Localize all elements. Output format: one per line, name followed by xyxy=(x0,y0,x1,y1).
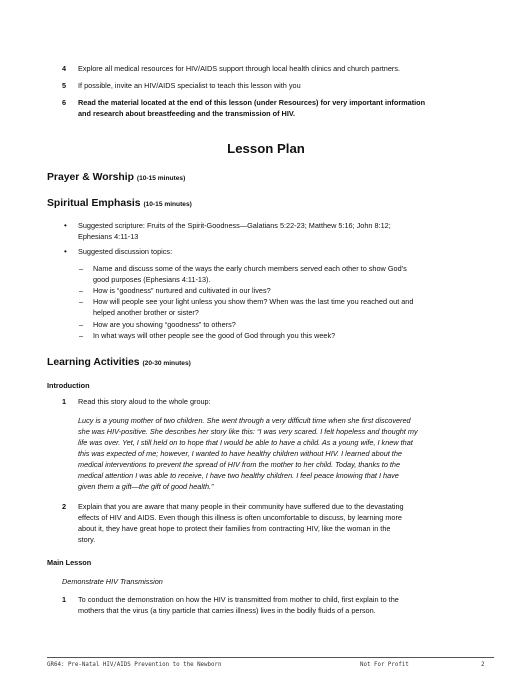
list-item-text: Explain that you are aware that many people in their community have suffered due to the devastating xyxy=(78,502,404,511)
footer-divider xyxy=(47,657,494,658)
dash-icon: – xyxy=(79,297,84,306)
story-line: she was HIV-positive. She describes her story like this: “I was very scared. I felt hopeless and thought my xyxy=(78,427,418,436)
list-item-text: If possible, invite an HIV/AIDS specialist to teach this lesson with you xyxy=(78,81,301,90)
topic-text: In what ways will other people see the good of God through you this week? xyxy=(93,331,336,340)
list-number: 2 xyxy=(62,502,67,511)
bullet-text: Suggested scripture: Fruits of the Spirit-Goodness—Galatians 5:22-23; Matthew 5:16; John 8:12; xyxy=(78,221,391,230)
heading-text: Prayer & Worship xyxy=(47,172,135,183)
page-title: Lesson Plan xyxy=(227,141,305,156)
list-item-text: and research about breastfeeding and the transmission of HIV. xyxy=(78,109,296,118)
story-line: Lucy is a young mother of two children. She went through a very difficult time when she first discovered xyxy=(78,416,411,425)
topic-text: helped another brother or sister? xyxy=(93,308,199,317)
list-item-text: Explore all medical resources for HIV/AIDS support through local health clinics and church partners. xyxy=(78,64,401,73)
heading-text: Learning Activities xyxy=(47,357,140,368)
story-line: medical interventions to prevent the spread of HIV from the mother to her child. Today, thanks to the xyxy=(78,460,401,469)
bullet-icon: • xyxy=(64,221,67,230)
topic-text: How will people see your light unless you show them? When was the last time you reached out and xyxy=(93,297,414,306)
bullet-text: Ephesians 4:11-13 xyxy=(78,232,139,241)
bullet-icon: • xyxy=(64,247,67,256)
dash-icon: – xyxy=(79,320,84,329)
topic-text: good purposes (Ephesians 4:11-13). xyxy=(93,275,211,284)
dash-icon: – xyxy=(79,286,84,295)
dash-icon: – xyxy=(79,264,84,273)
subheading-introduction: Introduction xyxy=(47,381,90,390)
topic-text: How is “goodness” nurtured and cultivated in our lives? xyxy=(93,286,271,295)
list-number: 5 xyxy=(62,81,67,90)
list-number: 1 xyxy=(62,397,67,406)
story-line: medical attention I was able to receive, I have two healthy children. I feel peace knowing that I have xyxy=(78,471,399,480)
topic-text: How are you showing “goodness” to others? xyxy=(93,320,236,329)
section-heading-learning xyxy=(47,356,191,370)
subheading-demonstrate: Demonstrate HIV Transmission xyxy=(62,577,163,586)
footer-status: Not For Profit xyxy=(360,662,409,668)
duration-text: (10-15 minutes) xyxy=(136,175,186,182)
list-number: 4 xyxy=(62,64,67,73)
list-item-text: story. xyxy=(78,535,96,544)
list-number: 1 xyxy=(62,595,67,604)
list-item-text: mothers that the virus (a tiny particle that carries illness) lives in the bodily fluids of a person. xyxy=(78,606,376,615)
list-item-text: effects of HIV and AIDS. Even though this illness is often uncomfortable to discuss, by learning more xyxy=(78,513,402,522)
footer-doc-title: GR64: Pre-Natal HIV/AIDS Prevention to the Newborn xyxy=(47,662,222,668)
list-item-text: Read the material located at the end of this lesson (under Resources) for very important information xyxy=(78,98,426,107)
dash-icon: – xyxy=(79,331,84,340)
bullet-text: Suggested discussion topics: xyxy=(78,247,173,256)
section-heading-spiritual xyxy=(47,197,192,211)
story-line: given them a gift—the gift of good health.” xyxy=(78,482,214,491)
list-item-text: Read this story aloud to the whole group: xyxy=(78,397,211,406)
list-number: 6 xyxy=(62,98,67,107)
story-line: life was over. Yet, I still held on to hope that I would be able to have a child. As a young wife, I knew that xyxy=(78,438,413,447)
subheading-main-lesson: Main Lesson xyxy=(47,558,92,567)
duration-text: (10-15 minutes) xyxy=(143,201,192,208)
list-item-text: To conduct the demonstration on how the HIV is transmitted from mother to child, first explain to the xyxy=(78,595,399,604)
story-line: this was expected of me; however, I wanted to have healthy children without HIV. I learned about the xyxy=(78,449,402,458)
duration-text: (20-30 minutes) xyxy=(142,360,191,367)
topic-text: Name and discuss some of the ways the early church members served each other to show God’s xyxy=(93,264,407,273)
list-item-text: about it, they have great hope to protect their families from contracting HIV, like the woman in the xyxy=(78,524,391,533)
section-heading-prayer xyxy=(47,171,185,185)
heading-text: Spiritual Emphasis xyxy=(47,198,141,209)
footer-page-number: 2 xyxy=(481,662,485,668)
